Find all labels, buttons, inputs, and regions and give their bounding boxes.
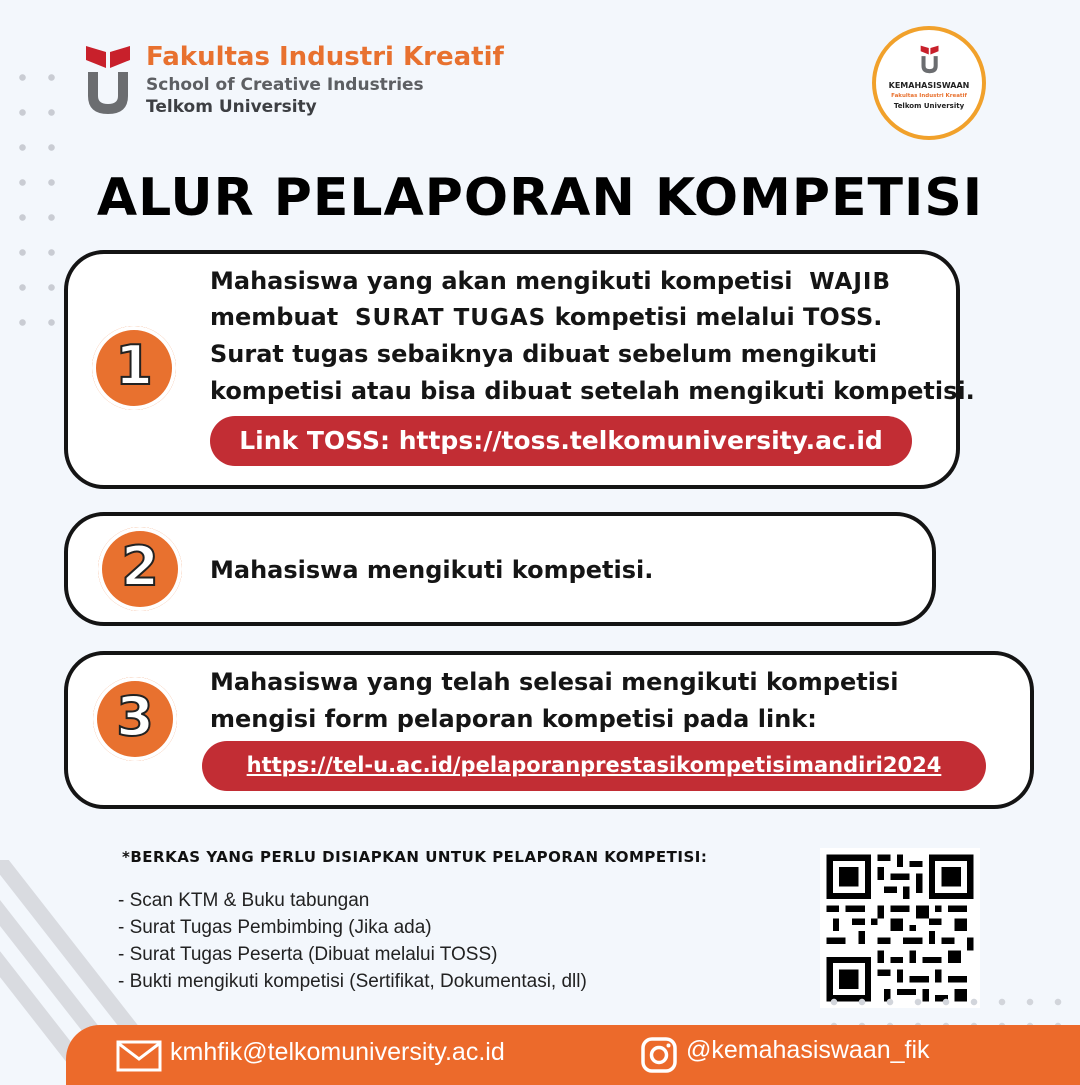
list-item: - Bukti mengikuti kompetisi (Sertifikat, Dokumentasi, dll) (118, 971, 587, 992)
requirements-list (118, 887, 587, 995)
qr-code-icon[interactable] (820, 848, 980, 1008)
step-2-number-badge (98, 527, 182, 611)
emphasis-wajib: WAJIB (809, 269, 892, 295)
toss-link[interactable]: Link TOSS: https://toss.telkomuniversity.ac.id (210, 416, 912, 466)
footer-email[interactable]: kmhfik@telkomuniversity.ac.id (170, 1038, 505, 1066)
mail-icon (116, 1040, 162, 1072)
step-1-number-badge (92, 326, 176, 410)
step-3-number: 3 (116, 685, 154, 748)
emphasis-surat-tugas: SURAT TUGAS (354, 305, 547, 331)
step-1-line4: kompetisi atau bisa dibuat setelah mengikuti kompetisi. (210, 377, 975, 405)
school-name: School of Creative Industries (146, 75, 424, 95)
kemahasiswaan-badge (872, 26, 986, 140)
step-1-line3: Surat tugas sebaiknya dibuat sebelum mengikuti (210, 340, 878, 368)
step-2-number: 2 (121, 535, 159, 598)
faculty-name: Fakultas Industri Kreatif (146, 42, 504, 72)
report-form-link[interactable]: https://tel-u.ac.id/pelaporanprestasikompetisimandiri2024 (202, 741, 986, 791)
university-name: Telkom University (146, 97, 317, 117)
list-item: - Scan KTM & Buku tabungan (118, 890, 370, 911)
step-3-line1: Mahasiswa yang telah selesai mengikuti kompetisi (210, 668, 899, 696)
step-1-line1: Mahasiswa yang akan mengikuti kompetisi WAJIB (210, 267, 892, 295)
badge-line2: Fakultas Industri Kreatif (891, 93, 967, 99)
footer-instagram[interactable]: @kemahasiswaan_fik (686, 1036, 930, 1064)
badge-line1: KEMAHASISWAAN (888, 81, 970, 90)
step-3-line2: mengisi form pelaporan kompetisi pada link: (210, 705, 817, 733)
list-item: - Surat Tugas Peserta (Dibuat melalui TOSS) (118, 944, 498, 965)
decor-dots-bottom (820, 990, 1070, 1030)
badge-line3: Telkom University (893, 102, 965, 110)
list-item: - Surat Tugas Pembimbing (Jika ada) (118, 917, 432, 938)
telkom-mini-logo-icon (919, 44, 941, 74)
step-2-line1: Mahasiswa mengikuti kompetisi. (210, 556, 654, 584)
page-title: ALUR PELAPORAN KOMPETISI (96, 168, 984, 228)
step-1-line2: membuat SURAT TUGAS kompetisi melalui TOSS. (210, 303, 883, 331)
faculty-logo (84, 42, 524, 122)
telkom-logo-icon (84, 42, 134, 116)
instagram-icon (640, 1036, 678, 1074)
step-3-number-badge (93, 677, 177, 761)
requirements-heading: *BERKAS YANG PERLU DISIAPKAN UNTUK PELAPORAN KOMPETISI: (122, 848, 708, 866)
step-1-number: 1 (115, 334, 153, 397)
